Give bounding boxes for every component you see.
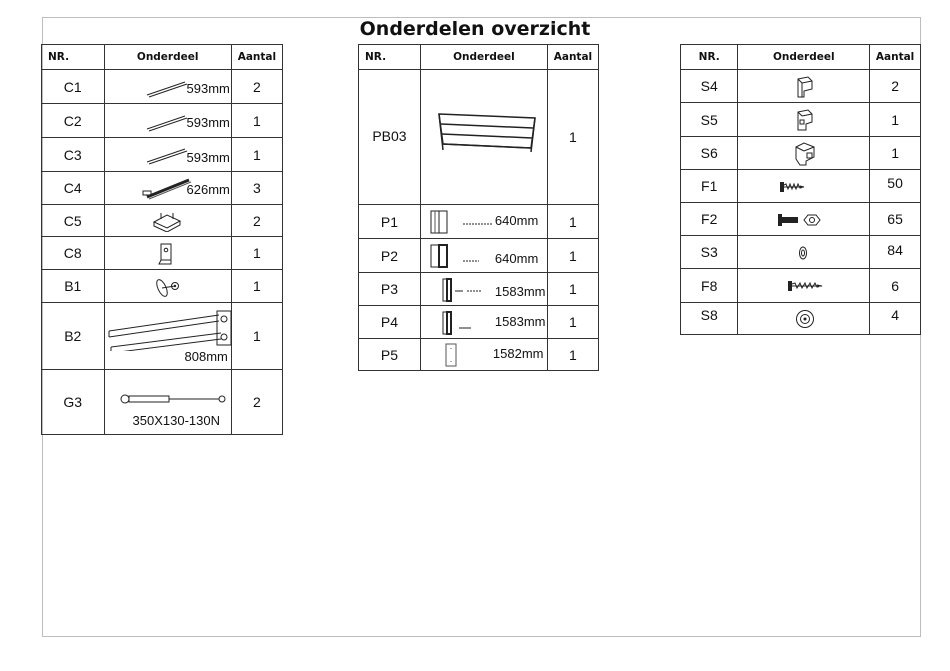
part-quantity: 1 [547, 339, 598, 371]
table-row [681, 137, 921, 170]
part-cell [420, 273, 547, 306]
part-cell [104, 205, 231, 237]
table-row [681, 236, 921, 269]
part-cell [420, 339, 547, 371]
part-code: B2 [42, 303, 105, 370]
part-cell [738, 203, 870, 236]
part-quantity: 1 [231, 303, 282, 370]
part-quantity: 2 [231, 370, 282, 435]
part-quantity: 1 [547, 70, 598, 205]
part-code: S5 [681, 103, 738, 137]
part-code: C5 [42, 205, 105, 237]
part-quantity: 2 [231, 205, 282, 237]
part-dimension: 640mm [494, 213, 539, 228]
table-row [359, 273, 599, 306]
part-code: P1 [359, 205, 421, 239]
part-code: P4 [359, 306, 421, 339]
page-title: Onderdelen overzicht [359, 18, 591, 40]
header-qty: Aantal [870, 45, 921, 70]
part-code: F2 [681, 203, 738, 236]
header-qty: Aantal [547, 45, 598, 70]
part-quantity: 1 [547, 205, 598, 239]
table-row [681, 170, 921, 203]
parts-table-left [41, 44, 283, 435]
part-quantity: 4 [870, 303, 921, 335]
part-code: C3 [42, 138, 105, 172]
part-code: S6 [681, 137, 738, 170]
rod-icon [145, 78, 189, 98]
header-row [681, 45, 921, 70]
washer-icon [796, 244, 810, 262]
part-code: C2 [42, 104, 105, 138]
table-row [42, 303, 283, 370]
foot-cap-icon [794, 308, 816, 330]
part-dimension: 1583mm [494, 284, 546, 299]
part-quantity: 1 [231, 138, 282, 172]
part-code: P2 [359, 239, 421, 273]
part-quantity: 2 [870, 70, 921, 103]
part-quantity: 1 [547, 273, 598, 306]
part-cell [420, 239, 547, 273]
header-part: Onderdeel [104, 45, 231, 70]
table-row [42, 270, 283, 303]
strip-icon [443, 342, 463, 368]
part-quantity: 65 [870, 203, 921, 236]
table-row [42, 172, 283, 205]
part-cell [738, 303, 870, 335]
part-dimension: 593mm [186, 150, 230, 165]
part-code: S8 [681, 303, 738, 335]
header-row [359, 45, 599, 70]
part-cell [738, 269, 870, 303]
header-nr: NR. [42, 45, 105, 70]
part-cell [420, 205, 547, 239]
table-row [42, 70, 283, 104]
table-row [359, 205, 599, 239]
table-row [42, 104, 283, 138]
part-code: PB03 [359, 70, 421, 205]
profile-icon [429, 209, 499, 235]
part-cell [104, 138, 231, 172]
part-code: C8 [42, 237, 105, 270]
table-row [681, 303, 921, 335]
table-row [681, 203, 921, 236]
header-qty: Aantal [231, 45, 282, 70]
part-quantity: 1 [547, 239, 598, 273]
part-quantity: 1 [870, 103, 921, 137]
corner-connector-icon [792, 141, 818, 167]
part-dimension: 1582mm [492, 346, 544, 361]
long-screw-icon [786, 279, 826, 293]
profile-icon [441, 277, 491, 303]
part-cell [738, 236, 870, 269]
table-row [681, 269, 921, 303]
parts-table-right [680, 44, 921, 335]
part-code: P5 [359, 339, 421, 371]
part-quantity: 50 [870, 170, 921, 203]
table-row [359, 306, 599, 339]
header-part: Onderdeel [738, 45, 870, 70]
part-dimension: 808mm [184, 349, 228, 364]
corner-connector-icon [794, 75, 816, 99]
screw-icon [778, 180, 808, 194]
rail-icon [141, 177, 193, 201]
part-cell [104, 303, 231, 370]
bolt-nut-icon [776, 211, 828, 229]
header-row [42, 45, 283, 70]
part-dimension: 350X130-130N [132, 413, 220, 428]
part-cell [104, 270, 231, 303]
part-dimension: 593mm [186, 81, 230, 96]
table-row [681, 103, 921, 137]
hinge-icon [153, 274, 181, 300]
part-cell [104, 370, 231, 435]
part-code: G3 [42, 370, 105, 435]
table-row [681, 70, 921, 103]
part-cell [104, 172, 231, 205]
table-row [42, 205, 283, 237]
profile-icon [441, 310, 491, 336]
table-row [359, 339, 599, 371]
table-row [359, 239, 599, 273]
part-cell [104, 237, 231, 270]
profile-icon [429, 243, 499, 269]
part-cell [738, 70, 870, 103]
header-part: Onderdeel [420, 45, 547, 70]
part-quantity: 1 [231, 270, 282, 303]
part-dimension: 1583mm [494, 314, 546, 329]
part-cell [420, 70, 547, 205]
gas-spring-icon [119, 392, 227, 406]
clip-icon [157, 242, 175, 266]
part-cell [420, 306, 547, 339]
part-code: F8 [681, 269, 738, 303]
part-cell [738, 137, 870, 170]
part-code: F1 [681, 170, 738, 203]
parts-table-middle [358, 44, 599, 371]
part-code: B1 [42, 270, 105, 303]
part-dimension: 593mm [186, 115, 230, 130]
lift-arm-icon [107, 307, 237, 351]
part-quantity: 1 [231, 104, 282, 138]
part-dimension: 640mm [494, 251, 539, 266]
part-cell [104, 70, 231, 104]
part-code: P3 [359, 273, 421, 306]
table-row [42, 138, 283, 172]
table-row [42, 370, 283, 435]
rod-icon [145, 145, 189, 165]
part-cell [738, 103, 870, 137]
part-quantity: 6 [870, 269, 921, 303]
header-nr: NR. [681, 45, 738, 70]
rod-icon [145, 112, 189, 132]
part-cell [104, 104, 231, 138]
corner-connector-icon [794, 108, 816, 132]
part-quantity: 3 [231, 172, 282, 205]
part-quantity: 1 [547, 306, 598, 339]
part-quantity: 2 [231, 70, 282, 104]
table-row [359, 70, 599, 205]
part-code: C1 [42, 70, 105, 104]
bracket-icon [151, 210, 183, 232]
part-quantity: 1 [870, 137, 921, 170]
part-quantity: 1 [231, 237, 282, 270]
frame-panel-icon [435, 108, 541, 154]
part-dimension: 626mm [186, 182, 230, 197]
part-code: S3 [681, 236, 738, 269]
header-nr: NR. [359, 45, 421, 70]
part-code: S4 [681, 70, 738, 103]
part-quantity: 84 [870, 236, 921, 269]
part-cell [738, 170, 870, 203]
table-row [42, 237, 283, 270]
part-code: C4 [42, 172, 105, 205]
